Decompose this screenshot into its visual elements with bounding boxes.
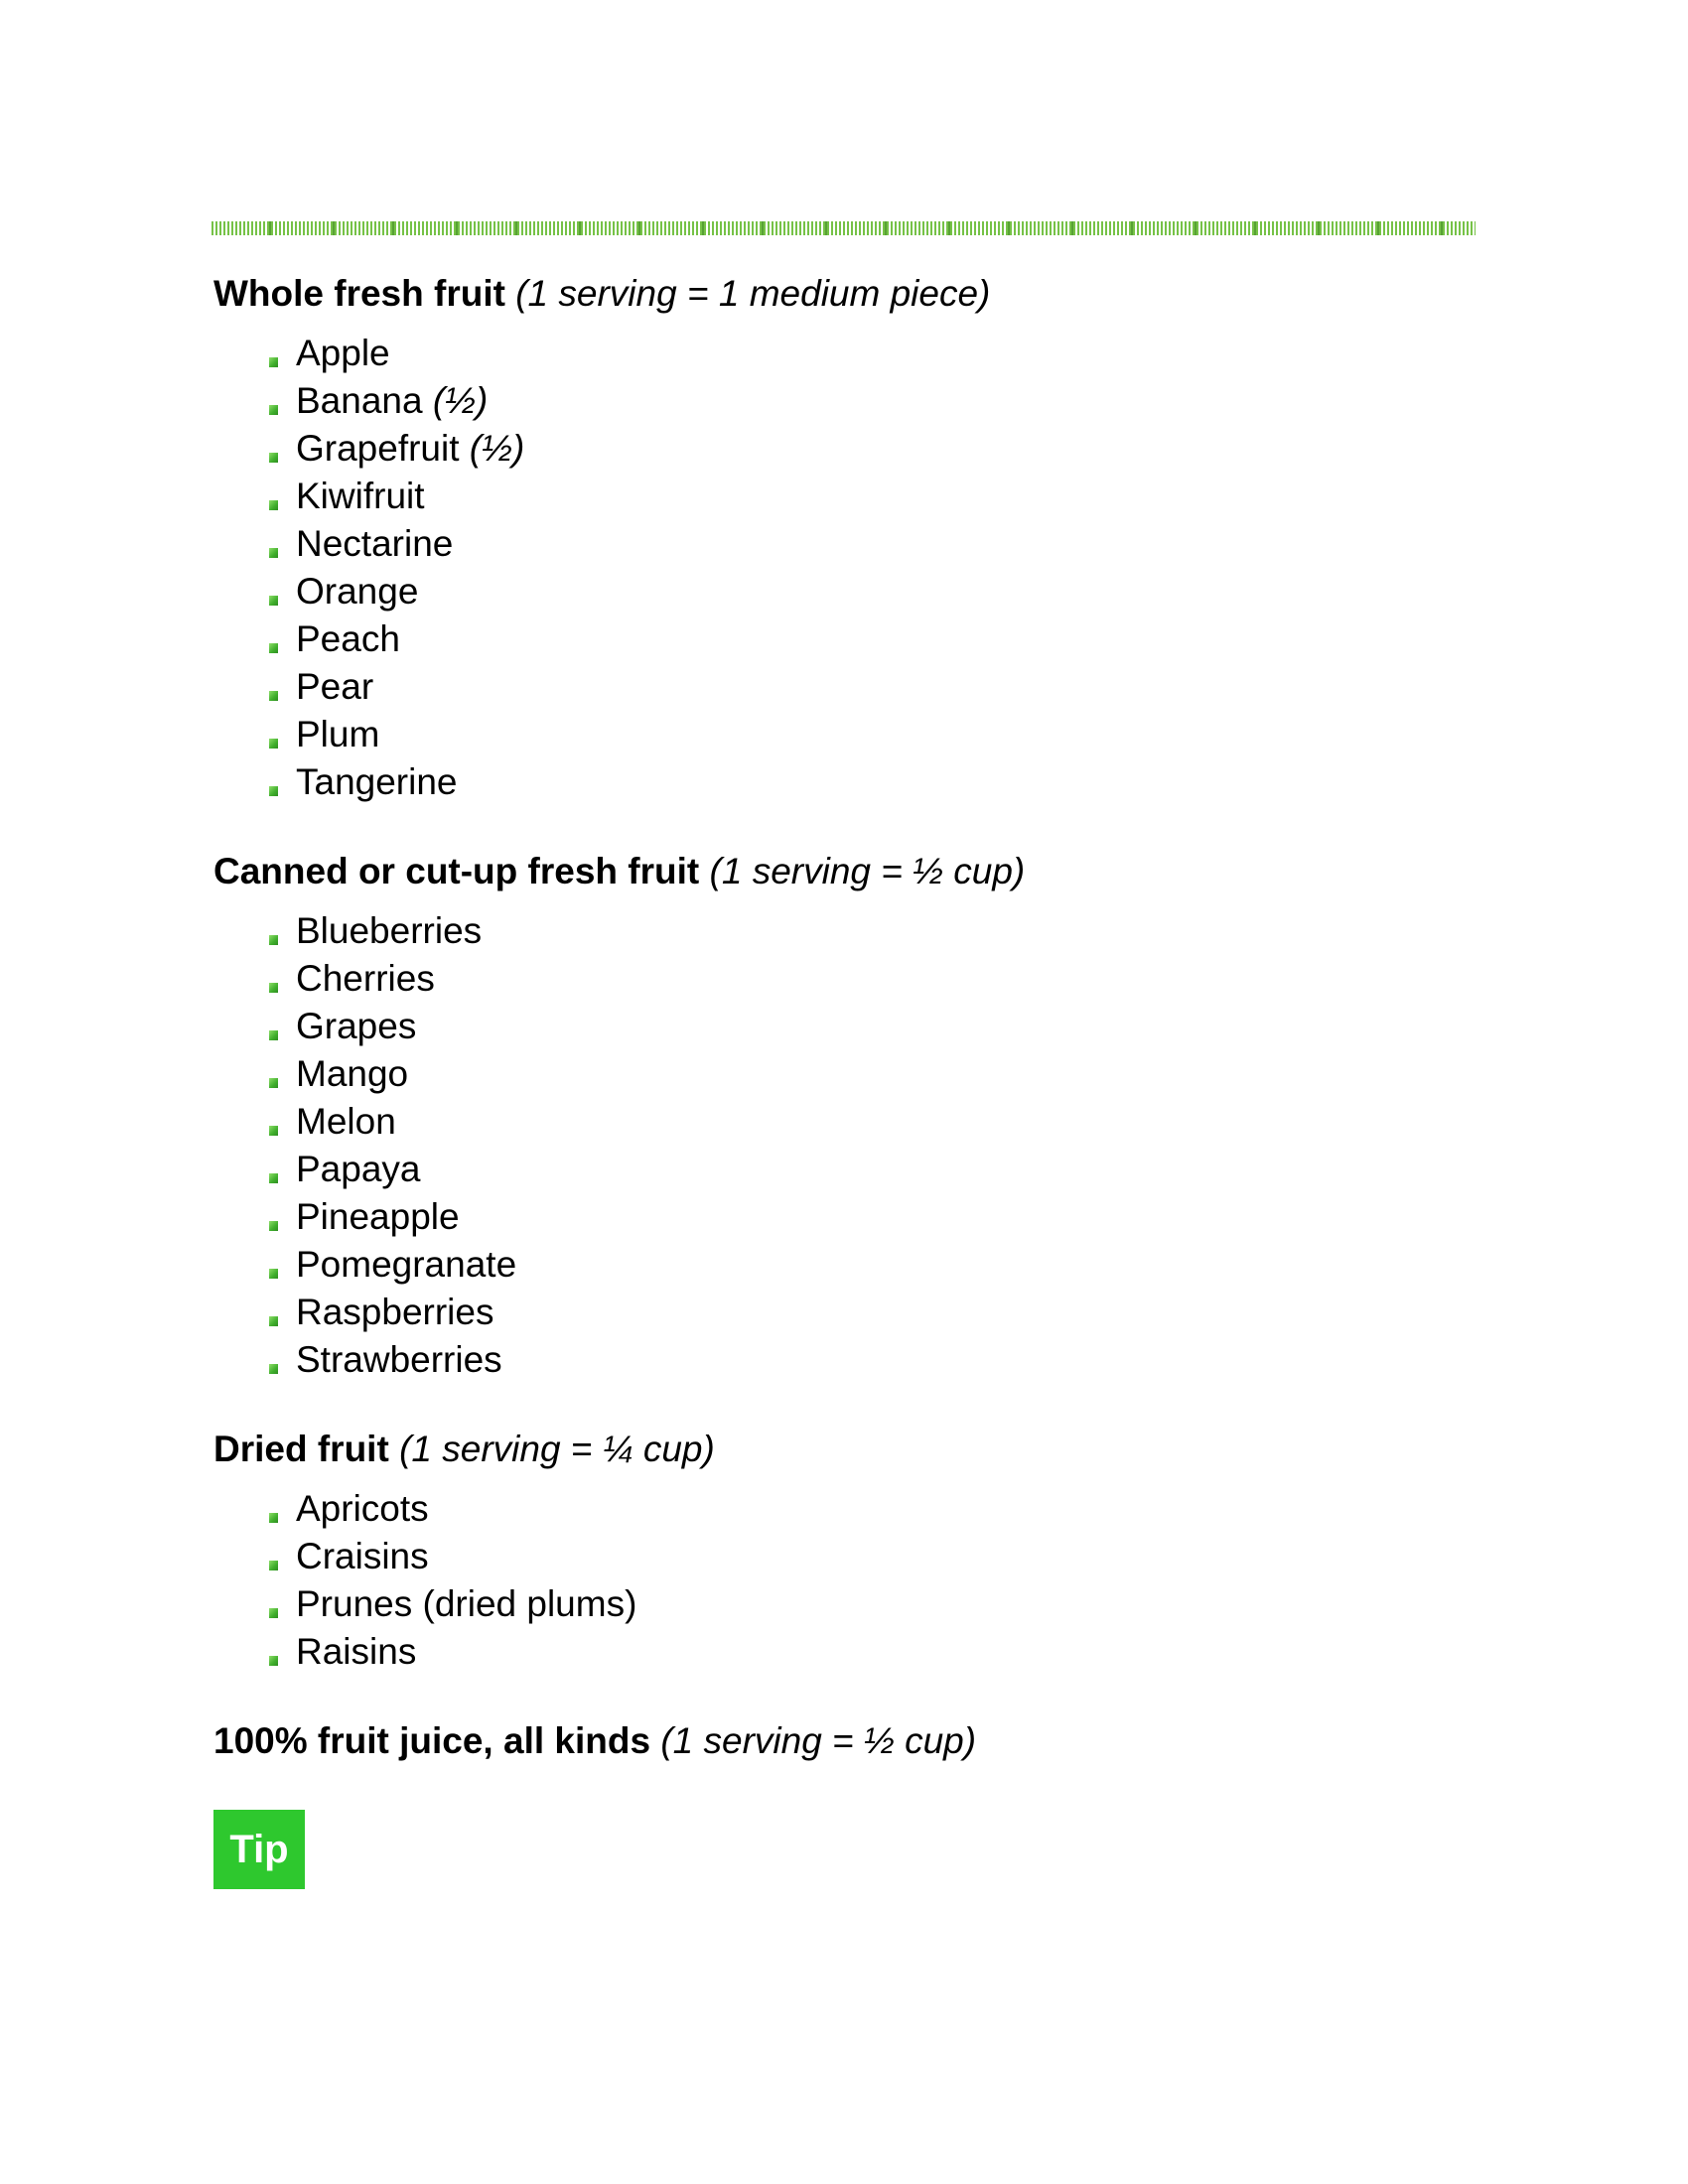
fruit-list [213,907,1504,1384]
list-item [269,1098,1504,1146]
fruit-serving-list [213,266,1504,1807]
item-label: Craisins [296,1536,429,1576]
list-item [269,568,1504,615]
list-item [269,425,1504,473]
item-label: Raisins [296,1631,417,1672]
item-label: Raspberries [296,1292,494,1332]
section-heading [213,1713,1504,1769]
list-item [269,377,1504,425]
list-item [269,758,1504,806]
item-label: Prunes (dried plums) [296,1583,637,1624]
serving-note: (1 serving = 1 medium piece) [515,273,991,314]
decorative-green-divider [211,221,1476,235]
serving-note: (1 serving = ½ cup) [660,1720,977,1761]
list-item [269,1533,1504,1580]
tip-badge [213,1810,305,1889]
item-label: Tangerine [296,761,458,802]
item-label: Mango [296,1053,409,1094]
list-item [269,520,1504,568]
list-item [269,330,1504,377]
item-portion: (½) [432,380,489,421]
item-label: Papaya [296,1149,421,1189]
item-label: Cherries [296,958,435,999]
item-label: Plum [296,714,380,754]
section-whole-fresh-fruit [213,266,1504,806]
section-heading [213,266,1504,322]
list-item [269,1003,1504,1050]
list-item [269,1485,1504,1533]
item-label: Blueberries [296,910,483,951]
list-item [269,615,1504,663]
list-item [269,711,1504,758]
section-dried-fruit [213,1422,1504,1676]
item-label: Melon [296,1101,396,1142]
section-canned-cut-fruit [213,844,1504,1384]
item-label: Pear [296,666,374,707]
item-label: Apricots [296,1488,429,1529]
list-item [269,1336,1504,1384]
list-item [269,907,1504,955]
list-item [269,473,1504,520]
serving-note: (1 serving = ¼ cup) [399,1429,715,1469]
item-portion: (½) [469,428,525,469]
item-label: Peach [296,618,400,659]
section-title: 100% fruit juice, all kinds [213,1720,651,1761]
list-item [269,1146,1504,1193]
item-label: Apple [296,333,390,373]
list-item [269,1289,1504,1336]
item-label: Grapefruit [296,428,460,469]
item-label: Grapes [296,1006,417,1046]
item-label: Pineapple [296,1196,460,1237]
item-label: Pomegranate [296,1244,517,1285]
item-label: Banana [296,380,423,421]
item-label: Strawberries [296,1339,502,1380]
tip-label: Tip [229,1827,289,1871]
section-title: Whole fresh fruit [213,273,505,314]
item-label: Nectarine [296,523,454,564]
list-item [269,1580,1504,1628]
item-label: Orange [296,571,419,612]
list-item [269,663,1504,711]
section-fruit-juice [213,1713,1504,1769]
section-title: Dried fruit [213,1429,389,1469]
section-heading [213,1422,1504,1477]
list-item [269,1050,1504,1098]
item-label: Kiwifruit [296,476,425,516]
list-item [269,955,1504,1003]
list-item [269,1628,1504,1676]
list-item [269,1241,1504,1289]
serving-note: (1 serving = ½ cup) [709,851,1026,891]
fruit-list [213,330,1504,806]
section-heading [213,844,1504,899]
section-title: Canned or cut-up fresh fruit [213,851,700,891]
fruit-list [213,1485,1504,1676]
list-item [269,1193,1504,1241]
